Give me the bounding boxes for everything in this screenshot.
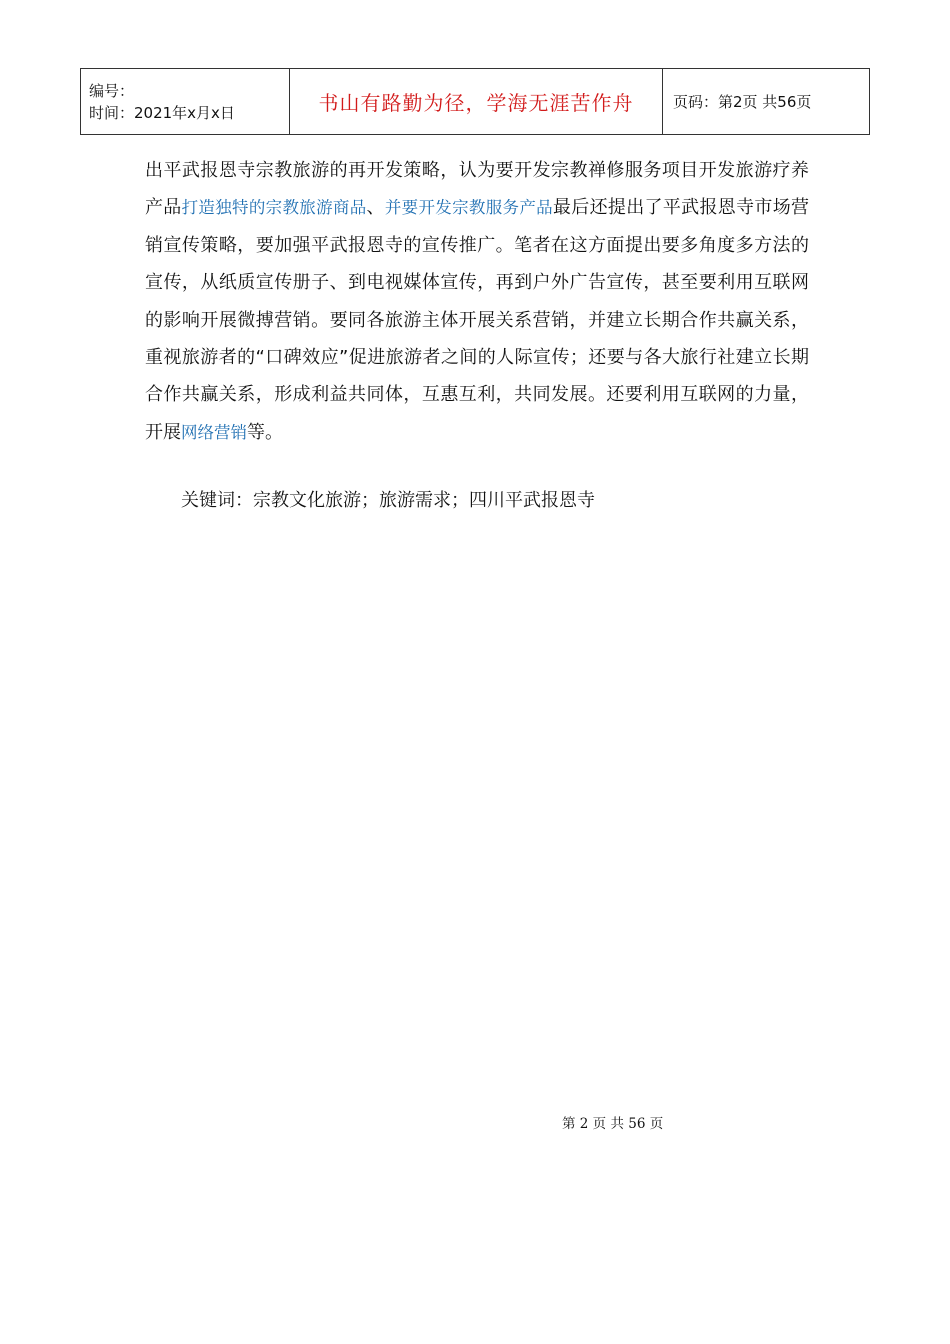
page-indicator: 页码：第2页 共56页: [663, 69, 870, 135]
body-paragraph: [145, 152, 809, 451]
header-meta-cell: [81, 69, 290, 135]
time-label: 时间：2021年x月x日: [89, 103, 235, 122]
body-text-part2: 最后还提出了平武报恩寺市场营销宣传策略，要加强平武报恩寺的宣传推广。笔者在这方面提出要多角度多方法的宣传，从纸质宣传册子、到电视媒体宣传，再到户外广告宣传，甚至要利用互联网的影响开展微搏营销。要同各旅游主体开展关系营销，并建立长期合作共赢关系，重视旅游者的“口碑效应”促进旅游者之间的人际宣传；还要与各大旅行社建立长期合作共赢关系，形成利益共同体，互惠互利，共同发展。还要利用互联网的力量，开展: [145, 197, 810, 443]
keywords-line: 关键词：宗教文化旅游；旅游需求；四川平武报恩寺: [181, 490, 595, 511]
link-religious-souvenirs[interactable]: 打造独特的宗教旅游商品: [181, 198, 367, 218]
body-text-part1: 出平武报恩寺宗教旅游的再开发策略，认为要开发宗教禅修服务项目开发旅游疗养产品: [145, 160, 809, 219]
link-network-marketing[interactable]: 网络营销: [181, 422, 247, 442]
body-separator: 、: [366, 197, 385, 219]
header-table: [80, 68, 870, 135]
footer-page-number: 第 2 页 共 56 页: [562, 1116, 664, 1132]
body-text-part3: 等。: [247, 421, 283, 443]
serial-label: 编号：: [89, 81, 135, 100]
link-religious-service-products[interactable]: 并要开发宗教服务产品: [384, 198, 553, 218]
motto: 书山有路勤为径，学海无涯苦作舟: [290, 69, 663, 135]
